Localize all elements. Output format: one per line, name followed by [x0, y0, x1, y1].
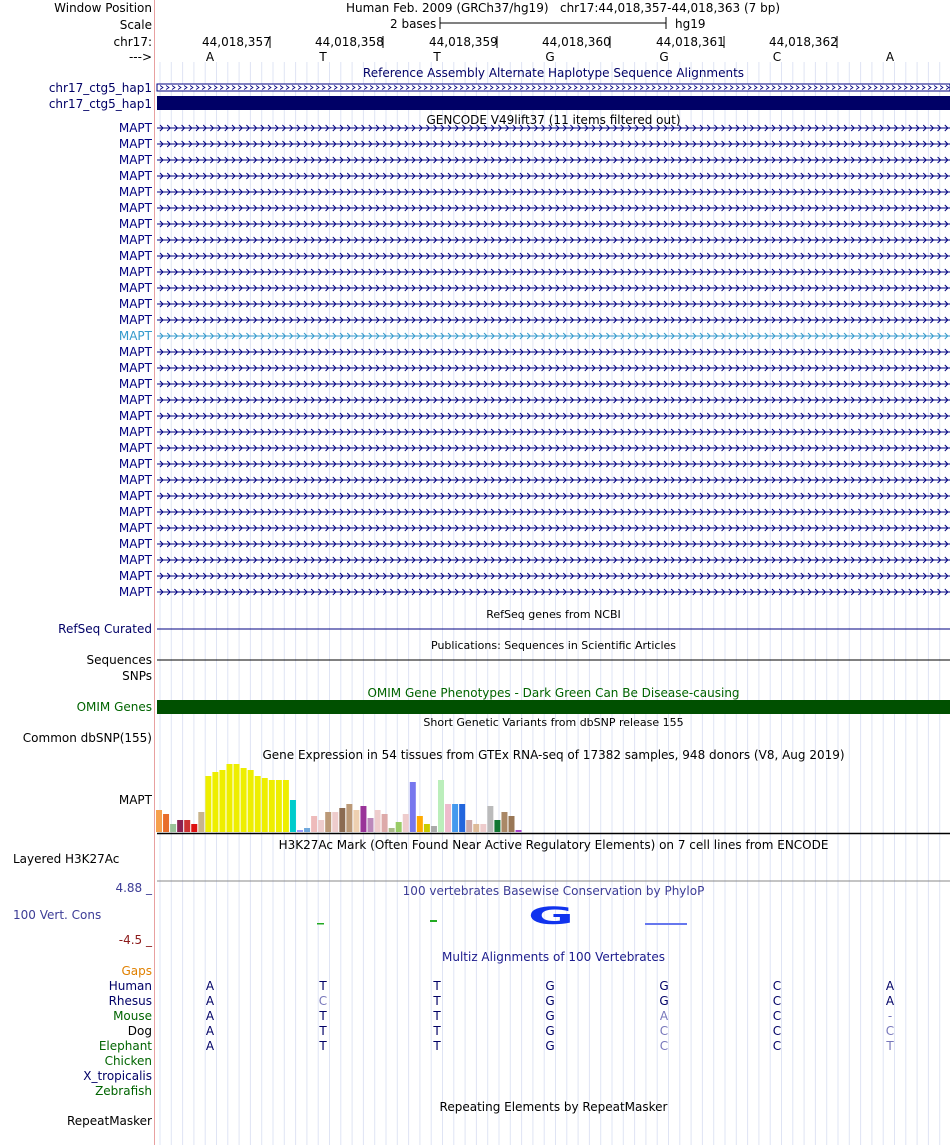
window-position-label: Window Position [54, 1, 152, 15]
position-readout: chr17:44,018,357-44,018,363 (7 bp) [559, 1, 781, 15]
gencode-transcript-label: MAPT [118, 361, 152, 375]
multiz-aligned-base: G [545, 1039, 555, 1053]
gtex-tissue-bar [269, 780, 275, 832]
coordinate-label: 44,018,359 [429, 35, 498, 49]
multiz-aligned-base: T [319, 1039, 327, 1053]
multiz-aligned-base: A [205, 1024, 215, 1038]
multiz-species-label: Dog [127, 1024, 152, 1038]
gencode-transcript-label: MAPT [118, 217, 152, 231]
gtex-tissue-bar [205, 776, 211, 832]
phylop-mark [645, 923, 687, 925]
multiz-aligned-base: A [205, 979, 215, 993]
reference-base: G [545, 50, 555, 64]
multiz-aligned-base: C [772, 1009, 782, 1023]
gtex-tissue-bar [304, 828, 310, 832]
assembly-title: Human Feb. 2009 (GRCh37/hg19) chr17:44,018,357-44,018,363 (7 bp) [346, 1, 781, 15]
gencode-transcript-label: MAPT [118, 505, 152, 519]
gtex-track-title[interactable]: Gene Expression in 54 tissues from GTEx RNA-seq of 17382 samples, 948 donors (V8, Aug 2019) [262, 748, 845, 762]
multiz-aligned-base: G [659, 994, 669, 1008]
scale-label: Scale [119, 18, 152, 32]
gencode-transcript-label: MAPT [118, 393, 152, 407]
multiz-aligned-base: A [205, 1039, 215, 1053]
gencode-transcript-label: MAPT [118, 249, 152, 263]
multiz-aligned-base: G [545, 994, 555, 1008]
gtex-tissue-bar [466, 820, 472, 832]
multiz-species-label: Mouse [113, 1009, 152, 1023]
gtex-tissue-bar [234, 764, 240, 832]
multiz-aligned-base: A [205, 1009, 215, 1023]
multiz-aligned-base: C [318, 994, 328, 1008]
gencode-transcript-label: MAPT [118, 185, 152, 199]
repeatmasker-label[interactable]: RepeatMasker [66, 1114, 152, 1128]
gtex-tissue-bar [297, 830, 303, 832]
multiz-aligned-base: G [545, 979, 555, 993]
gencode-transcript-label: MAPT [118, 313, 152, 327]
phylop-mark [430, 920, 437, 922]
gtex-tissue-bar [417, 816, 423, 832]
multiz-aligned-base: T [319, 1009, 327, 1023]
refseq-track-title[interactable]: RefSeq genes from NCBI [486, 608, 621, 621]
gencode-transcript-label: MAPT [118, 473, 152, 487]
refseq-label[interactable]: RefSeq Curated [58, 622, 152, 636]
gtex-tissue-bar [431, 826, 437, 832]
gtex-tissue-bar [375, 810, 381, 832]
gencode-transcript-label: MAPT [118, 569, 152, 583]
coordinate-label: 44,018,357 [202, 35, 271, 49]
multiz-aligned-base: A [885, 994, 895, 1008]
multiz-aligned-base: T [433, 979, 441, 993]
multiz-species-label: X_tropicalis [83, 1069, 152, 1083]
omim-feature-bar [157, 700, 950, 714]
multiz-aligned-base: G [659, 979, 669, 993]
gencode-transcript-label: MAPT [118, 441, 152, 455]
multiz-aligned-base: T [433, 1024, 441, 1038]
multiz-aligned-base: T [319, 979, 327, 993]
gtex-tissue-bar [487, 806, 493, 832]
gtex-tissue-bar [255, 776, 261, 832]
publications-label[interactable]: Sequences [86, 653, 152, 667]
gtex-tissue-bar [339, 808, 345, 832]
gencode-transcript-label: MAPT [118, 377, 152, 391]
gtex-tissue-bar [198, 812, 204, 832]
multiz-aligned-base: C [659, 1039, 669, 1053]
gtex-tissue-bar [346, 804, 352, 832]
gtex-tissue-bar [396, 822, 402, 832]
chrom-label: chr17: [113, 35, 152, 49]
gtex-tissue-bar [516, 830, 522, 832]
gtex-tissue-bar [241, 768, 247, 832]
gtex-tissue-bar [283, 780, 289, 832]
db-name: hg19 [675, 17, 706, 31]
reference-base: T [319, 50, 327, 64]
multiz-aligned-base: C [772, 1024, 782, 1038]
reference-base: C [772, 50, 782, 64]
gtex-tissue-bar [389, 828, 395, 832]
gtex-tissue-bar [501, 812, 507, 832]
multiz-track-title[interactable]: Multiz Alignments of 100 Vertebrates [441, 950, 666, 964]
gtex-tissue-bar [276, 780, 282, 832]
h3k27ac-label[interactable]: Layered H3K27Ac [13, 852, 120, 866]
gtex-tissue-bar [438, 780, 444, 832]
multiz-aligned-base: T [433, 1009, 441, 1023]
gtex-tissue-bar [248, 770, 254, 832]
alt-haplotype-block [157, 96, 950, 110]
omim-track-title[interactable]: OMIM Gene Phenotypes - Dark Green Can Be Disease-causing [367, 686, 740, 700]
gtex-tissue-bar [191, 824, 197, 832]
multiz-aligned-base: T [319, 1024, 327, 1038]
gencode-transcript-label: MAPT [118, 201, 152, 215]
reference-base: A [885, 50, 895, 64]
gencode-transcript-label: MAPT [118, 537, 152, 551]
gencode-transcript-label: MAPT [118, 281, 152, 295]
multiz-aligned-base: - [887, 1009, 893, 1023]
multiz-species-label: Rhesus [108, 994, 152, 1008]
gencode-transcript-label: MAPT [118, 233, 152, 247]
multiz-species-label: Elephant [98, 1039, 152, 1053]
reference-base: A [205, 50, 215, 64]
reference-base: T [433, 50, 441, 64]
dbsnp-label[interactable]: Common dbSNP(155) [22, 731, 152, 745]
gencode-transcript-label: MAPT [118, 329, 152, 343]
gtex-tissue-bar [459, 804, 465, 832]
repeatmasker-track-title[interactable]: Repeating Elements by RepeatMasker [439, 1100, 668, 1114]
gencode-transcript-label: MAPT [118, 297, 152, 311]
gtex-tissue-bar [473, 824, 479, 832]
omim-label[interactable]: OMIM Genes [76, 700, 152, 714]
gtex-tissue-bar [262, 778, 268, 832]
phylop-track-title[interactable]: 100 vertebrates Basewise Conservation by PhyloP [402, 884, 705, 898]
dbsnp-track-title[interactable]: Short Genetic Variants from dbSNP release 155 [423, 716, 684, 729]
multiz-species-label: Zebrafish [95, 1084, 152, 1098]
gtex-tissue-bar [452, 804, 458, 832]
gtex-tissue-bar [424, 824, 430, 832]
gencode-transcript-label: MAPT [118, 409, 152, 423]
multiz-aligned-base: T [433, 994, 441, 1008]
gencode-transcript-label: MAPT [118, 121, 152, 135]
coordinate-label: 44,018,360 [542, 35, 611, 49]
gtex-tissue-bar [382, 814, 388, 832]
conservation-logo-glyph: G [528, 902, 574, 930]
gencode-track-title[interactable]: GENCODE V49lift37 (11 items filtered out) [426, 113, 681, 127]
coordinate-label: 44,018,362 [769, 35, 838, 49]
gtex-tissue-bar [325, 812, 331, 832]
coordinate-label: 44,018,361 [656, 35, 725, 49]
gtex-tissue-bar [332, 812, 338, 832]
gencode-transcript-label: MAPT [118, 585, 152, 599]
coordinate-label: 44,018,358 [315, 35, 384, 49]
alt-haplotype-track-title[interactable]: Reference Assembly Alternate Haplotype Sequence Alignments [362, 66, 745, 80]
alt-haplotype-row-label[interactable]: chr17_ctg5_hap1 [48, 97, 152, 111]
gencode-transcript-label: MAPT [118, 489, 152, 503]
multiz-aligned-base: T [433, 1039, 441, 1053]
gtex-tissue-bar [410, 782, 416, 832]
gtex-tissue-bar [509, 816, 515, 832]
gtex-tissue-bar [156, 810, 162, 832]
multiz-aligned-base: C [772, 994, 782, 1008]
multiz-aligned-base: C [772, 1039, 782, 1053]
phylop-label[interactable]: 100 Vert. Cons [13, 908, 102, 922]
gtex-tissue-bar [403, 814, 409, 832]
gencode-transcript-label: MAPT [118, 169, 152, 183]
gtex-tissue-bar [212, 772, 218, 832]
gtex-tissue-bar [311, 816, 317, 832]
gencode-transcript-label: MAPT [118, 425, 152, 439]
multiz-aligned-base: A [659, 1009, 669, 1023]
gtex-tissue-bar [227, 764, 233, 832]
multiz-aligned-base: C [659, 1024, 669, 1038]
gtex-label[interactable]: MAPT [118, 793, 152, 807]
phylop-mark [317, 923, 324, 925]
multiz-aligned-base: A [885, 979, 895, 993]
gtex-tissue-bar [445, 804, 451, 832]
gtex-tissue-bar [360, 806, 366, 832]
multiz-gaps-label[interactable]: Gaps [121, 964, 152, 978]
scale-text: 2 bases [390, 17, 437, 31]
gtex-tissue-bar [177, 820, 183, 832]
gtex-tissue-bar [353, 810, 359, 832]
multiz-aligned-base: A [205, 994, 215, 1008]
gencode-transcript-label: MAPT [118, 345, 152, 359]
publications-track-title[interactable]: Publications: Sequences in Scientific Articles [431, 639, 676, 652]
gtex-tissue-bar [290, 800, 296, 832]
gtex-tissue-bar [219, 770, 225, 832]
gencode-transcript-label: MAPT [118, 265, 152, 279]
strand-arrow-label: ---> [128, 50, 152, 64]
phylop-max: 4.88 _ [115, 881, 152, 895]
gtex-tissue-bar [163, 814, 169, 832]
gtex-tissue-bar [318, 820, 324, 832]
multiz-aligned-base: C [772, 979, 782, 993]
gtex-tissue-bar [480, 824, 486, 832]
gtex-tissue-bar [368, 818, 374, 832]
multiz-species-label: Chicken [104, 1054, 152, 1068]
gtex-tissue-bar [184, 820, 190, 832]
gtex-tissue-bar [170, 824, 176, 832]
reference-base: G [659, 50, 669, 64]
gencode-transcript-label: MAPT [118, 521, 152, 535]
multiz-aligned-base: C [885, 1024, 895, 1038]
alt-haplotype-row-label[interactable]: chr17_ctg5_hap1 [48, 81, 152, 95]
multiz-aligned-base: G [545, 1009, 555, 1023]
gencode-transcript-label: MAPT [118, 457, 152, 471]
gencode-transcript-label: MAPT [118, 553, 152, 567]
gtex-tissue-bar [494, 820, 500, 832]
h3k27ac-track-title[interactable]: H3K27Ac Mark (Often Found Near Active Regulatory Elements) on 7 cell lines from ENCODE [278, 838, 829, 852]
multiz-species-label: Human [108, 979, 152, 993]
multiz-aligned-base: T [886, 1039, 894, 1053]
phylop-min: -4.5 _ [118, 933, 152, 947]
publications-label-snps[interactable]: SNPs [122, 669, 152, 683]
multiz-aligned-base: G [545, 1024, 555, 1038]
gencode-transcript-label: MAPT [118, 137, 152, 151]
gencode-transcript-label: MAPT [118, 153, 152, 167]
